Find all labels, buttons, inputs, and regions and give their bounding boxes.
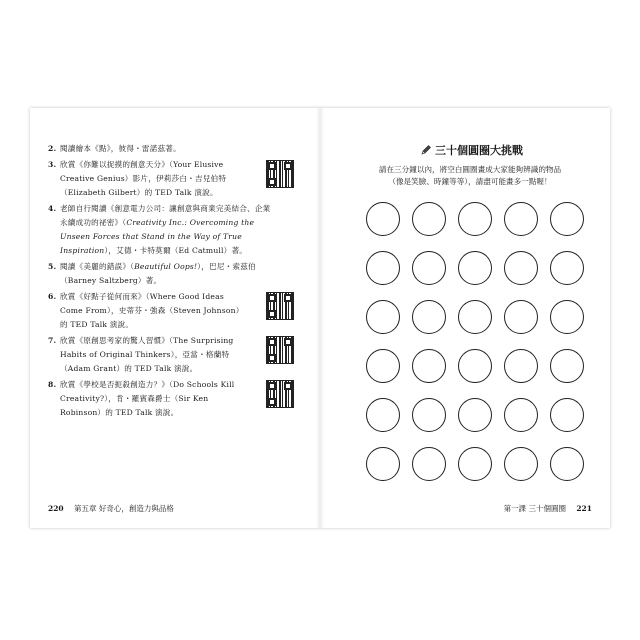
blank-circle bbox=[504, 202, 538, 236]
blank-circle bbox=[366, 251, 400, 285]
reference-number: 6. bbox=[48, 292, 57, 301]
reference-title-italic: Creativity Inc.: Overcoming the Unseen Forces that Stand in the Way of True Inspiration bbox=[60, 218, 255, 255]
qr-finder-pattern bbox=[268, 178, 276, 186]
reference-item bbox=[48, 378, 278, 420]
challenge-title bbox=[420, 142, 523, 158]
blank-circle bbox=[504, 398, 538, 432]
challenge-title-text: 三十個圓圈大挑戰 bbox=[435, 144, 523, 157]
reference-number: 7. bbox=[48, 336, 57, 345]
reference-text-part: 欣賞《好點子從何而來》（Where Good Ideas Come From），史蒂芬・強森（Steven Johnson）的 TED Talk 演說。 bbox=[60, 292, 240, 329]
reference-text-part: 欣賞《原創思考家的驚人習慣》（The Surprising Habits of Original Thinkers），亞當・格蘭特（Adam Grant）的 TED Talk 演說。 bbox=[60, 336, 234, 373]
reference-text bbox=[60, 290, 240, 332]
reference-item bbox=[48, 202, 278, 258]
reference-number: 4. bbox=[48, 204, 57, 213]
qr-code-icon[interactable] bbox=[266, 380, 294, 408]
blank-circle bbox=[550, 202, 584, 236]
reference-text-part: 閱讀《美麗的錯誤》（ bbox=[60, 262, 135, 271]
reference-text-part: 欣賞《學校是否扼殺創造力？》（Do Schools Kill Creativity?），肯・羅賓森爵士（Sir Ken Robinson）的 TED Talk 演說。 bbox=[60, 380, 235, 417]
chapter-title: 第五章 好奇心，創造力與品格 bbox=[74, 504, 174, 513]
reference-item bbox=[48, 142, 278, 156]
blank-circle bbox=[412, 349, 446, 383]
blank-circle bbox=[366, 300, 400, 334]
blank-circle bbox=[504, 447, 538, 481]
blank-circle bbox=[412, 398, 446, 432]
reference-item bbox=[48, 158, 278, 200]
reference-text-part: 老師自行閱讀《創意電力公司：讓創意與商業完美結合、企業永續成功的祕密》（ bbox=[60, 204, 271, 227]
blank-circle bbox=[366, 398, 400, 432]
reference-text bbox=[60, 142, 278, 156]
blank-circle bbox=[412, 202, 446, 236]
blank-circle bbox=[412, 300, 446, 334]
pencil-icon bbox=[420, 144, 432, 156]
qr-code-icon[interactable] bbox=[266, 160, 294, 188]
blank-circle bbox=[412, 251, 446, 285]
instructions bbox=[370, 164, 570, 188]
qr-finder-pattern bbox=[268, 398, 276, 406]
reference-item bbox=[48, 334, 278, 376]
blank-circle bbox=[550, 398, 584, 432]
reference-text bbox=[60, 202, 278, 258]
instruction-line-2: （像是笑臉、時鐘等等），請盡可能畫多一點喔！ bbox=[388, 177, 552, 186]
left-footer bbox=[48, 503, 174, 514]
blank-circle bbox=[550, 251, 584, 285]
page-number: 221 bbox=[576, 504, 592, 513]
circle-grid bbox=[366, 202, 584, 481]
reference-list bbox=[48, 142, 278, 422]
reference-text-part: ），巴尼・索茲伯（Barney Saltzberg）著。 bbox=[60, 262, 256, 285]
reference-number: 8. bbox=[48, 380, 57, 389]
blank-circle bbox=[550, 349, 584, 383]
blank-circle bbox=[366, 202, 400, 236]
blank-circle bbox=[458, 447, 492, 481]
reference-text bbox=[60, 158, 240, 200]
blank-circle bbox=[458, 300, 492, 334]
blank-circle bbox=[458, 398, 492, 432]
reference-text-part: ），艾德・卡特莫爾（Ed Catmull）著。 bbox=[104, 246, 248, 255]
qr-code-icon[interactable] bbox=[266, 336, 294, 364]
blank-circle bbox=[366, 447, 400, 481]
reference-text bbox=[60, 260, 278, 288]
left-page bbox=[30, 108, 320, 528]
blank-circle bbox=[366, 349, 400, 383]
reference-text bbox=[60, 378, 240, 420]
blank-circle bbox=[504, 251, 538, 285]
blank-circle bbox=[504, 349, 538, 383]
blank-circle bbox=[458, 349, 492, 383]
blank-circle bbox=[550, 300, 584, 334]
right-page bbox=[320, 108, 610, 528]
reference-text bbox=[60, 334, 240, 376]
reference-text-part: 欣賞《你難以捉摸的創意天分》（Your Elusive Creative Genius）影片，伊莉莎白・吉兒伯特（Elizabeth Gilbert）的 TED Talk 演說。 bbox=[60, 160, 227, 197]
instruction-line-1: 請在三分鐘以內，將空白圓圈畫成大家能夠辨識的物品 bbox=[378, 165, 562, 174]
blank-circle bbox=[412, 447, 446, 481]
reference-number: 3. bbox=[48, 160, 57, 169]
qr-finder-pattern bbox=[268, 354, 276, 362]
reference-text-part: 閱讀繪本《點》，彼得・雷諾茲著。 bbox=[60, 144, 181, 153]
reference-item bbox=[48, 290, 278, 332]
reference-item bbox=[48, 260, 278, 288]
book-spread bbox=[30, 108, 610, 528]
reference-number: 2. bbox=[48, 144, 57, 153]
section-title: 第一課 三十個圓圈 bbox=[503, 504, 566, 513]
qr-code-icon[interactable] bbox=[266, 292, 294, 320]
blank-circle bbox=[550, 447, 584, 481]
qr-finder-pattern bbox=[268, 310, 276, 318]
blank-circle bbox=[504, 300, 538, 334]
right-footer bbox=[504, 503, 592, 514]
reference-title-italic: Beautiful Oops! bbox=[134, 262, 198, 271]
page-number: 220 bbox=[48, 504, 64, 513]
blank-circle bbox=[458, 251, 492, 285]
blank-circle bbox=[458, 202, 492, 236]
reference-number: 5. bbox=[48, 262, 57, 271]
